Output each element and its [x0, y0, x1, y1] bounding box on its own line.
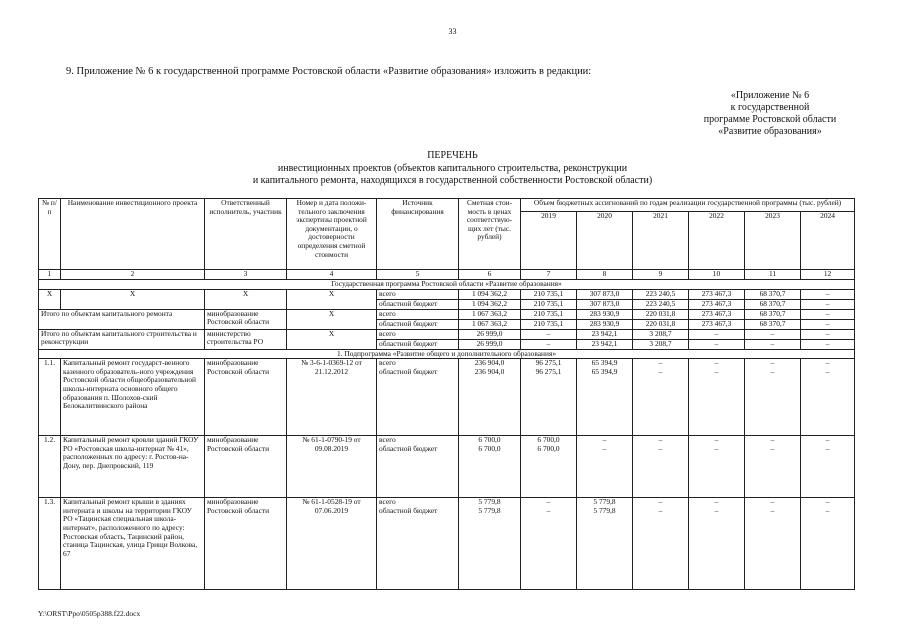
row-source: областной бюджет	[377, 339, 459, 349]
row-name: Капитальный ремонт крыши в зданиях интерната и школы на территории ГКОУ РО «Тацинская специальная школа-интернат», расположенного по адресу: Ростовская область, Тацинский район, станица Тацинская, улица Грищи Волкова, 67	[61, 498, 205, 590]
header-year: 2023	[745, 212, 801, 270]
value-cell: 1 094 362,2	[459, 289, 521, 299]
title-line: и капитального ремонта, находящихся в государственной собственности Ростовской области)	[252, 175, 653, 186]
header-year: 2021	[633, 212, 689, 270]
row-name: Капитальный ремонт кровли зданий ГКОУ РО «Ростовская школа-интернат № 41», расположенных по адресу: г. Ростов-на-Дону, пер. Днепровский, 119	[61, 436, 205, 498]
value-cell: – –	[633, 359, 689, 436]
row-source	[377, 359, 459, 436]
row-source	[377, 498, 459, 590]
header-no: № п/п	[39, 199, 61, 270]
value-cell: – –	[521, 498, 577, 590]
column-number: 10	[689, 270, 745, 280]
row-name: X	[61, 289, 205, 309]
column-number: 5	[377, 270, 459, 280]
value-cell: 223 240,5	[633, 289, 689, 299]
appendix-line: «Приложение № 6	[730, 90, 810, 101]
table-row	[39, 498, 855, 590]
row-source: всего	[377, 289, 459, 299]
row-no: 1.3.	[39, 498, 61, 590]
value-cell: 236 904,0 236 904,0	[459, 359, 521, 436]
value-cell: 5 779,8 5 779,8	[459, 498, 521, 590]
value-cell: – –	[745, 498, 801, 590]
appendix-line: программе Ростовской области	[703, 114, 837, 125]
column-number: 12	[801, 270, 855, 280]
source-line: областной бюджет	[379, 505, 438, 515]
value-cell: –	[801, 339, 855, 349]
value-cell: 6 700,0 6 700,0	[521, 436, 577, 498]
value-cell: 23 942,1	[577, 329, 633, 339]
value-cell: – –	[801, 498, 855, 590]
source-line: областной бюджет	[379, 366, 438, 376]
row-expertise: № 61-1-0528-19 от 07.06.2019	[287, 498, 377, 590]
value-cell: – –	[745, 359, 801, 436]
table-row	[39, 309, 855, 319]
row-executor: минобразование Ростовской области	[205, 436, 287, 498]
value-cell: 220 031,8	[633, 319, 689, 329]
value-cell: – –	[689, 436, 745, 498]
value-cell: 3 208,7	[633, 339, 689, 349]
source-line: областной бюджет	[379, 443, 438, 453]
column-numbers-row	[39, 270, 855, 280]
header-year: 2022	[689, 212, 745, 270]
value-cell: –	[801, 299, 855, 309]
column-number: 11	[745, 270, 801, 280]
row-source: всего	[377, 329, 459, 339]
value-cell: –	[801, 289, 855, 299]
file-path-footer: Y:\ORST\Ppo\0505p388.f22.docx	[38, 609, 141, 618]
table-row	[39, 289, 855, 299]
row-source: областной бюджет	[377, 319, 459, 329]
column-number: 2	[61, 270, 205, 280]
value-cell: 26 999,0	[459, 339, 521, 349]
row-source	[377, 436, 459, 498]
value-cell: – –	[577, 436, 633, 498]
value-cell: 210 735,1	[521, 289, 577, 299]
value-cell: 68 370,7	[745, 299, 801, 309]
header-cost: Сметная стои-мость в ценах соответствую-щих лет (тыс. рублей)	[459, 199, 521, 270]
value-cell: –	[745, 339, 801, 349]
value-cell: 26 999,0	[459, 329, 521, 339]
value-cell: 307 873,0	[577, 289, 633, 299]
value-cell: 273 467,3	[689, 319, 745, 329]
row-no: X	[39, 289, 61, 309]
header-source: Источник финансирования	[377, 199, 459, 270]
value-cell: 1 067 363,2	[459, 319, 521, 329]
value-cell: 96 275,1 96 275,1	[521, 359, 577, 436]
header-executor: Ответственный исполнитель, участник	[205, 199, 287, 270]
row-name: Итого по объектам капитального ремонта	[39, 309, 205, 329]
column-number: 6	[459, 270, 521, 280]
value-cell: 5 779,8 5 779,8	[577, 498, 633, 590]
value-cell: – –	[633, 436, 689, 498]
investment-projects-table	[38, 198, 855, 590]
row-name: Итого по объектам капитального строительства и реконструкции	[39, 329, 205, 349]
row-expertise: № 61-1-0790-19 от 09.08.2019	[287, 436, 377, 498]
table-row	[39, 436, 855, 498]
value-cell: 283 930,9	[577, 319, 633, 329]
row-source: всего	[377, 309, 459, 319]
source-line: всего	[379, 358, 396, 368]
table-row	[39, 359, 855, 436]
value-cell: 68 370,7	[745, 289, 801, 299]
value-cell: –	[521, 339, 577, 349]
row-executor: X	[205, 289, 287, 309]
value-cell: –	[689, 339, 745, 349]
column-number: 3	[205, 270, 287, 280]
title-line: ПЕРЕЧЕНЬ	[427, 150, 478, 161]
header-year: 2020	[577, 212, 633, 270]
value-cell: 307 873,0	[577, 299, 633, 309]
source-line: всего	[379, 435, 396, 445]
value-cell: 23 942,1	[577, 339, 633, 349]
appendix-line: «Развитие образования»	[718, 126, 822, 137]
value-cell: 220 031,8	[633, 309, 689, 319]
row-executor: минобразование Ростовской области	[205, 498, 287, 590]
value-cell: –	[521, 329, 577, 339]
row-source: областной бюджет	[377, 299, 459, 309]
column-number: 4	[287, 270, 377, 280]
header-budget: Объем бюджетных ассигнований по годам реализации государственной программы (тыс. рублей)	[521, 199, 855, 212]
header-expertise: Номер и дата положи-тельного заключения экспертизы проектной документации, о достоверности определения сметной стоимости	[287, 199, 377, 270]
row-no: 1.1.	[39, 359, 61, 436]
value-cell: 68 370,7	[745, 309, 801, 319]
page-number: 33	[448, 27, 457, 36]
value-cell: 6 700,0 6 700,0	[459, 436, 521, 498]
value-cell: 1 067 363,2	[459, 309, 521, 319]
intro-paragraph: 9. Приложение № 6 к государственной программе Ростовской области «Развитие образования» изложить в редакции:	[66, 66, 592, 77]
value-cell: –	[801, 309, 855, 319]
row-executor: министерство строительства РО	[205, 329, 287, 349]
value-cell: 210 735,1	[521, 309, 577, 319]
header-year: 2019	[521, 212, 577, 270]
value-cell: 1 094 362,2	[459, 299, 521, 309]
program-title-row: Государственная программа Ростовской области «Развитие образования»	[39, 280, 855, 290]
value-cell: 273 467,3	[689, 289, 745, 299]
row-executor: минобразование Ростовской области	[205, 309, 287, 329]
row-expertise: X	[287, 329, 377, 349]
source-line: всего	[379, 497, 396, 507]
row-executor: минобразование Ростовской области	[205, 359, 287, 436]
column-number: 9	[633, 270, 689, 280]
value-cell: –	[745, 329, 801, 339]
value-cell: –	[801, 319, 855, 329]
appendix-line: к государственной	[730, 102, 810, 113]
value-cell: 283 930,9	[577, 309, 633, 319]
subprogram-title-row: 1. Подпрограмма «Развитие общего и дополнительного образования»	[39, 349, 855, 359]
column-number: 7	[521, 270, 577, 280]
value-cell: –	[801, 329, 855, 339]
column-number: 8	[577, 270, 633, 280]
table-row	[39, 329, 855, 339]
document-title	[0, 150, 905, 188]
value-cell: 68 370,7	[745, 319, 801, 329]
value-cell: 223 240,5	[633, 299, 689, 309]
value-cell: – –	[689, 359, 745, 436]
value-cell: – –	[801, 436, 855, 498]
value-cell: 210 735,1	[521, 319, 577, 329]
row-expertise: № 3-6-1-0369-12 от 21.12.2012	[287, 359, 377, 436]
value-cell: 210 735,1	[521, 299, 577, 309]
value-cell: 65 394,9 65 394,9	[577, 359, 633, 436]
row-expertise: X	[287, 289, 377, 309]
value-cell: – –	[633, 498, 689, 590]
value-cell: 273 467,3	[689, 309, 745, 319]
header-name: Наименование инвестиционного проекта	[61, 199, 205, 270]
column-number: 1	[39, 270, 61, 280]
header-year: 2024	[801, 212, 855, 270]
value-cell: – –	[801, 359, 855, 436]
appendix-caption	[650, 90, 890, 138]
title-line: инвестиционных проектов (объектов капитального строительства, реконструкции	[277, 162, 628, 174]
row-name: Капитальный ремонт государст-венного казенного образователь-ного учреждения Ростовской области общеобразовательной школы-интерната основного общего образования п. Шолохов-ский Белокалитвинского района	[61, 359, 205, 436]
value-cell: 273 467,3	[689, 299, 745, 309]
value-cell: – –	[689, 498, 745, 590]
value-cell: –	[689, 329, 745, 339]
row-expertise: X	[287, 309, 377, 329]
value-cell: – –	[745, 436, 801, 498]
row-no: 1.2.	[39, 436, 61, 498]
value-cell: 3 208,7	[633, 329, 689, 339]
